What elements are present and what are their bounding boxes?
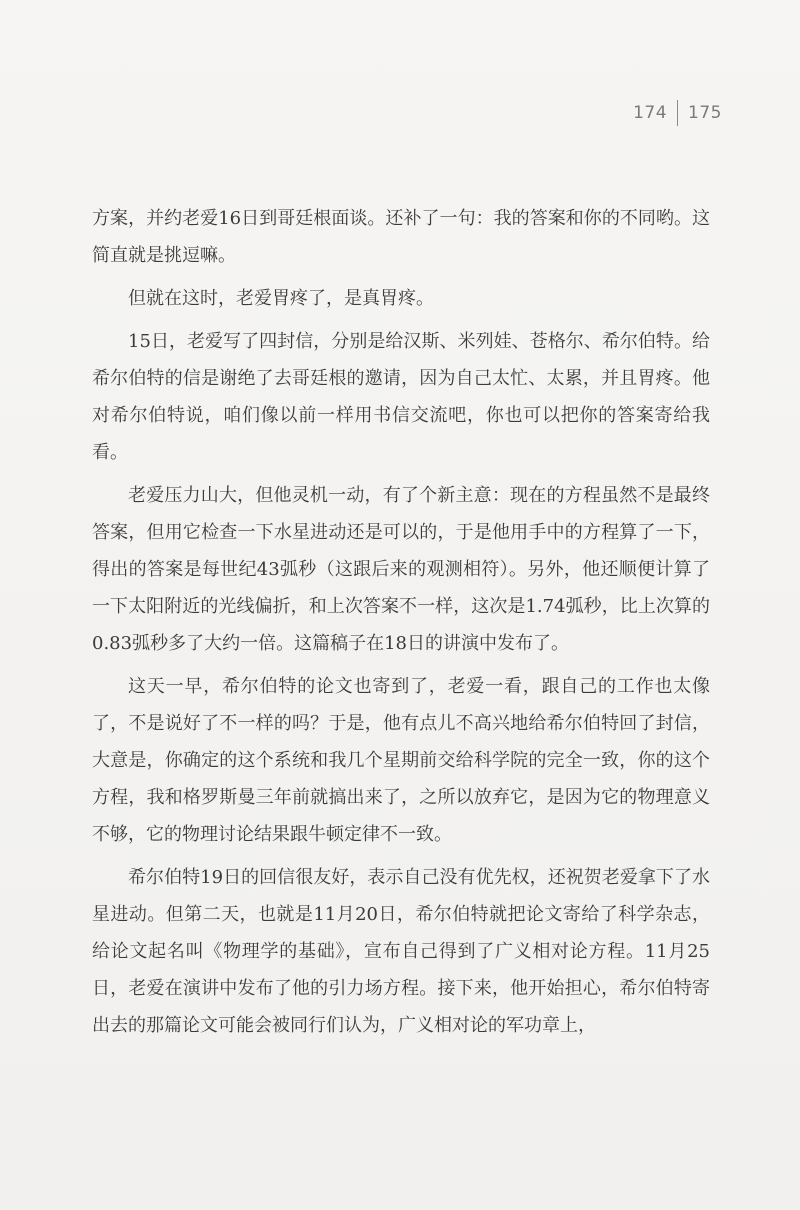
paragraph-1: 方案，并约老爱16日到哥廷根面谈。还补了一句：我的答案和你的不同哟。这简直就是挑逗嘛。 xyxy=(92,208,710,266)
page-number-right: 175 xyxy=(688,103,722,123)
paragraph-4: 老爱压力山大，但他灵机一动，有了个新主意：现在的方程虽然不是最终答案，但用它检查一下水星进动还是可以的，于是他用手中的方程算了一下，得出的答案是每世纪43弧秒（这跟后来的观测相符）。另外，他还顺便计算了一下太阳附近的光线偏折，和上次答案不一样，这次是1.74弧秒，比上次算的0.83弧秒多了大约一倍。这篇稿子在18日的讲演中发布了。 xyxy=(92,485,710,654)
body-text xyxy=(92,200,710,1044)
page-number-left: 174 xyxy=(633,103,668,123)
page-number-divider xyxy=(677,100,678,126)
paragraph-2: 但就在这时，老爱胃疼了，是真胃疼。 xyxy=(128,288,434,309)
paragraph-6: 希尔伯特19日的回信很友好，表示自己没有优先权，还祝贺老爱拿下了水星进动。但第二天，也就是11月20日，希尔伯特就把论文寄给了科学杂志，给论文起名叫《物理学的基础》，宣布自己得到了广义相对论方程。11月25日，老爱在演讲中发布了他的引力场方程。接下来，他开始担心，希尔伯特寄出去的那篇论文可能会被同行们认为，广义相对论的军功章上， xyxy=(92,867,710,1036)
paragraph-3: 15日，老爱写了四封信，分别是给汉斯、米列娃、苍格尔、希尔伯特。给希尔伯特的信是谢绝了去哥廷根的邀请，因为自己太忙、太累，并且胃疼。他对希尔伯特说，咱们像以前一样用书信交流吧，你也可以把你的答案寄给我看。 xyxy=(92,331,710,463)
paragraph-5: 这天一早，希尔伯特的论文也寄到了，老爱一看，跟自己的工作也太像了，不是说好了不一样的吗？于是，他有点儿不高兴地给希尔伯特回了封信，大意是，你确定的这个系统和我几个星期前交给科学院的完全一致，你的这个方程，我和格罗斯曼三年前就搞出来了，之所以放弃它，是因为它的物理意义不够，它的物理讨论结果跟牛顿定律不一致。 xyxy=(92,676,710,845)
page-number-header xyxy=(633,100,722,126)
